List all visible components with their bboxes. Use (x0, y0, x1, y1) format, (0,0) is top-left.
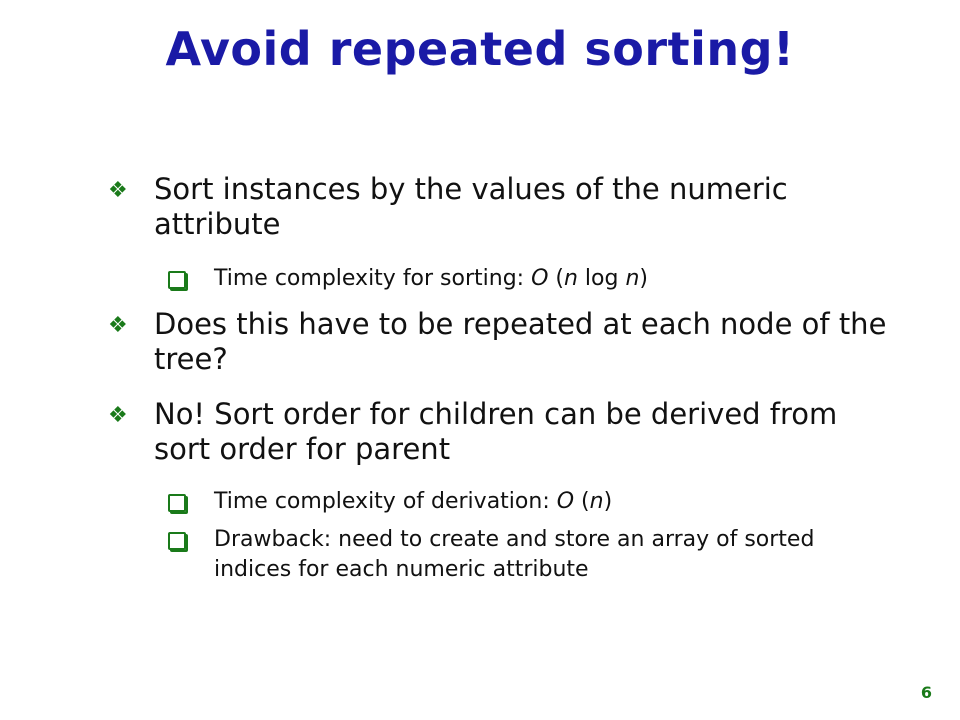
slide-title: Avoid repeated sorting! (165, 22, 795, 76)
sub-bullet-1-1 (168, 264, 888, 296)
bullet-3-text: No! Sort order for children can be derived from sort order for parent (154, 397, 838, 466)
bullet-2 (108, 307, 888, 377)
diamond-cluster-icon: ❖ (108, 403, 128, 428)
diamond-cluster-icon: ❖ (108, 178, 128, 203)
diamond-cluster-icon: ❖ (108, 313, 128, 338)
sub-bullet-3-2 (168, 525, 888, 585)
sub-bullet-1-1-text: Time complexity for sorting: O (n log n) (214, 266, 649, 291)
bullet-1-text: Sort instances by the values of the numeric attribute (154, 172, 788, 241)
bullet-2-text: Does this have to be repeated at each node of the tree? (154, 307, 887, 376)
page-number: 6 (920, 683, 932, 702)
bullet-1 (108, 172, 888, 242)
checkbox-square-icon (168, 525, 214, 557)
sub-bullet-3-1-text: Time complexity of derivation: O (n) (214, 489, 613, 514)
bullet-3 (108, 397, 888, 467)
checkbox-square-icon (168, 487, 214, 519)
sub-bullet-3-2-text: Drawback: need to create and store an array of sorted indices for each numeric attribute (214, 527, 815, 582)
checkbox-square-icon (168, 264, 214, 296)
sub-bullet-3-1 (168, 487, 888, 519)
